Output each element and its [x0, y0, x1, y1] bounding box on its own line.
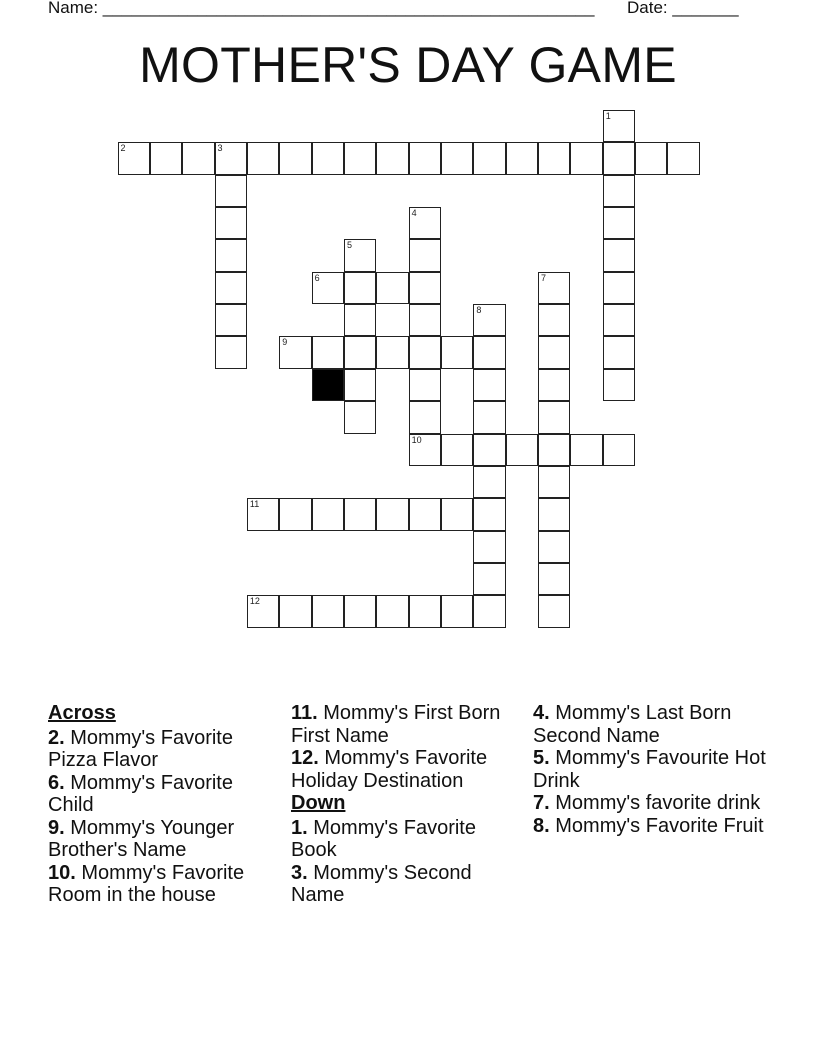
clue-text: Mommy's favorite drink	[555, 792, 761, 814]
clue-text: Mommy's Favourite Hot Drink	[533, 747, 766, 792]
down-heading: Down	[291, 792, 346, 814]
grid-cell[interactable]	[538, 563, 570, 595]
grid-cell[interactable]	[603, 175, 635, 207]
grid-cell[interactable]	[473, 531, 505, 563]
date-field-label: Date: _______	[627, 0, 739, 17]
grid-cell[interactable]	[409, 272, 441, 304]
grid-cell[interactable]	[215, 175, 247, 207]
clue-text: Mommy's Second Name	[291, 861, 472, 906]
clue-down-8	[533, 815, 769, 838]
grid-cell[interactable]	[150, 142, 182, 174]
grid-cell[interactable]	[506, 434, 538, 466]
grid-cell[interactable]	[409, 595, 441, 627]
grid-cell[interactable]	[215, 304, 247, 336]
clue-across-11	[291, 702, 527, 747]
clues-column-1	[48, 702, 284, 907]
grid-cell[interactable]	[312, 498, 344, 530]
cell-number: 5	[346, 240, 352, 251]
grid-cell[interactable]	[344, 401, 376, 433]
grid-cell[interactable]	[635, 142, 667, 174]
grid-cell[interactable]	[441, 498, 473, 530]
clue-number: 10.	[48, 861, 76, 884]
name-field-label: Name: ____________________________________________________	[48, 0, 595, 17]
grid-cell[interactable]	[473, 498, 505, 530]
grid-cell[interactable]	[409, 434, 441, 466]
grid-cell[interactable]	[441, 336, 473, 368]
grid-cell[interactable]	[312, 336, 344, 368]
grid-cell[interactable]	[344, 239, 376, 271]
cell-number: 6	[314, 272, 320, 283]
grid-cell[interactable]	[473, 466, 505, 498]
grid-cell[interactable]	[215, 272, 247, 304]
grid-cell[interactable]	[279, 336, 311, 368]
grid-cell[interactable]	[538, 595, 570, 627]
clue-number: 6.	[48, 771, 65, 794]
grid-cell[interactable]	[603, 272, 635, 304]
clue-down-5	[533, 747, 769, 792]
clue-down-1	[291, 817, 527, 862]
grid-cell[interactable]	[376, 272, 408, 304]
clue-text: Mommy's Favorite Holiday Destination	[291, 747, 488, 792]
grid-cell[interactable]	[312, 595, 344, 627]
grid-cell[interactable]	[409, 239, 441, 271]
grid-cell[interactable]	[409, 498, 441, 530]
cell-number: 10	[411, 434, 422, 445]
clues-column-3	[533, 702, 769, 837]
grid-cell[interactable]	[376, 336, 408, 368]
grid-cell[interactable]	[409, 207, 441, 239]
clue-across-10	[48, 862, 284, 907]
grid-cell[interactable]	[441, 595, 473, 627]
cell-number: 2	[120, 143, 126, 154]
cell-number: 7	[541, 272, 547, 283]
clue-number: 1.	[291, 816, 308, 839]
clue-text: Mommy's Favorite Child	[48, 771, 233, 816]
grid-cell[interactable]	[538, 531, 570, 563]
clue-number: 8.	[533, 814, 550, 837]
cell-number: 11	[249, 499, 260, 510]
cell-number: 4	[411, 208, 417, 219]
grid-cell[interactable]	[247, 595, 279, 627]
clue-number: 9.	[48, 816, 65, 839]
clue-number: 3.	[291, 861, 308, 884]
grid-cell[interactable]	[506, 142, 538, 174]
grid-cell[interactable]	[473, 142, 505, 174]
grid-cell[interactable]	[538, 369, 570, 401]
grid-cell[interactable]	[344, 595, 376, 627]
grid-cell[interactable]	[247, 498, 279, 530]
grid-cell[interactable]	[376, 595, 408, 627]
grid-cell[interactable]	[279, 498, 311, 530]
cell-number: 8	[476, 305, 482, 316]
across-heading: Across	[48, 702, 116, 724]
grid-cell[interactable]	[570, 142, 602, 174]
clue-down-4	[533, 702, 769, 747]
grid-cell[interactable]	[603, 142, 635, 174]
grid-cell[interactable]	[344, 272, 376, 304]
clue-number: 4.	[533, 702, 550, 724]
clue-text: Mommy's First Born First Name	[291, 702, 501, 747]
grid-cell[interactable]	[603, 336, 635, 368]
grid-cell[interactable]	[344, 336, 376, 368]
page-title: MOTHER'S DAY GAME	[139, 37, 677, 93]
grid-cell[interactable]	[538, 466, 570, 498]
clue-down-3	[291, 862, 527, 907]
grid-cell[interactable]	[603, 434, 635, 466]
grid-cell[interactable]	[473, 595, 505, 627]
cell-number: 12	[249, 596, 260, 607]
grid-cell[interactable]	[182, 142, 214, 174]
clue-text: Mommy's Last Born Second Name	[533, 702, 732, 747]
black-cell	[312, 369, 344, 401]
grid-cell[interactable]	[538, 336, 570, 368]
cell-number: 1	[605, 111, 611, 121]
clue-number: 5.	[533, 747, 550, 769]
clue-text: Mommy's Favorite Fruit	[555, 814, 764, 837]
grid-cell[interactable]	[473, 563, 505, 595]
clue-down-7	[533, 792, 769, 815]
grid-cell[interactable]	[603, 304, 635, 336]
grid-cell[interactable]	[473, 401, 505, 433]
grid-cell[interactable]	[409, 304, 441, 336]
clue-text: Mommy's Favorite Pizza Flavor	[48, 726, 233, 771]
clue-across-9	[48, 817, 284, 862]
grid-cell[interactable]	[473, 336, 505, 368]
grid-cell[interactable]	[118, 142, 150, 174]
clue-number: 12.	[291, 747, 319, 769]
clue-number: 7.	[533, 792, 550, 814]
grid-cell[interactable]	[570, 434, 602, 466]
grid-cell[interactable]	[409, 142, 441, 174]
grid-cell[interactable]	[473, 434, 505, 466]
grid-cell[interactable]	[538, 498, 570, 530]
grid-cell[interactable]	[603, 207, 635, 239]
grid-cell[interactable]	[279, 142, 311, 174]
grid-cell[interactable]	[344, 304, 376, 336]
grid-cell[interactable]	[538, 401, 570, 433]
clue-number: 11.	[291, 702, 318, 724]
clue-across-6	[48, 772, 284, 817]
cell-number: 3	[217, 143, 223, 154]
grid-cell[interactable]	[312, 272, 344, 304]
grid-cell[interactable]	[409, 336, 441, 368]
grid-cell[interactable]	[473, 369, 505, 401]
grid-cell[interactable]	[376, 498, 408, 530]
grid-cell[interactable]	[215, 336, 247, 368]
clue-across-12	[291, 747, 527, 792]
clue-text: Mommy's Younger Brother's Name	[48, 816, 235, 861]
grid-cell[interactable]	[538, 142, 570, 174]
grid-cell[interactable]	[441, 434, 473, 466]
grid-cell[interactable]	[603, 369, 635, 401]
grid-cell[interactable]	[473, 304, 505, 336]
grid-cell[interactable]	[344, 498, 376, 530]
grid-cell[interactable]	[344, 369, 376, 401]
grid-cell[interactable]	[603, 239, 635, 271]
grid-cell[interactable]	[538, 304, 570, 336]
grid-cell[interactable]	[538, 434, 570, 466]
grid-cell[interactable]	[667, 142, 699, 174]
grid-cell[interactable]	[409, 401, 441, 433]
clue-across-2	[48, 727, 284, 772]
clue-text: Mommy's Favorite Room in the house	[48, 861, 245, 906]
grid-cell[interactable]	[247, 142, 279, 174]
grid-cell[interactable]	[279, 595, 311, 627]
grid-cell[interactable]	[603, 110, 635, 142]
grid-cell[interactable]	[538, 272, 570, 304]
grid-cell[interactable]	[441, 142, 473, 174]
grid-cell[interactable]	[215, 239, 247, 271]
grid-cell[interactable]	[312, 142, 344, 174]
grid-cell[interactable]	[376, 142, 408, 174]
cell-number: 9	[282, 337, 288, 348]
clues-column-2	[291, 702, 527, 907]
grid-cell[interactable]	[215, 142, 247, 174]
clue-text: Mommy's Favorite Book	[291, 816, 476, 861]
grid-cell[interactable]	[215, 207, 247, 239]
clue-number: 2.	[48, 726, 65, 749]
grid-cell[interactable]	[409, 369, 441, 401]
grid-cell[interactable]	[344, 142, 376, 174]
